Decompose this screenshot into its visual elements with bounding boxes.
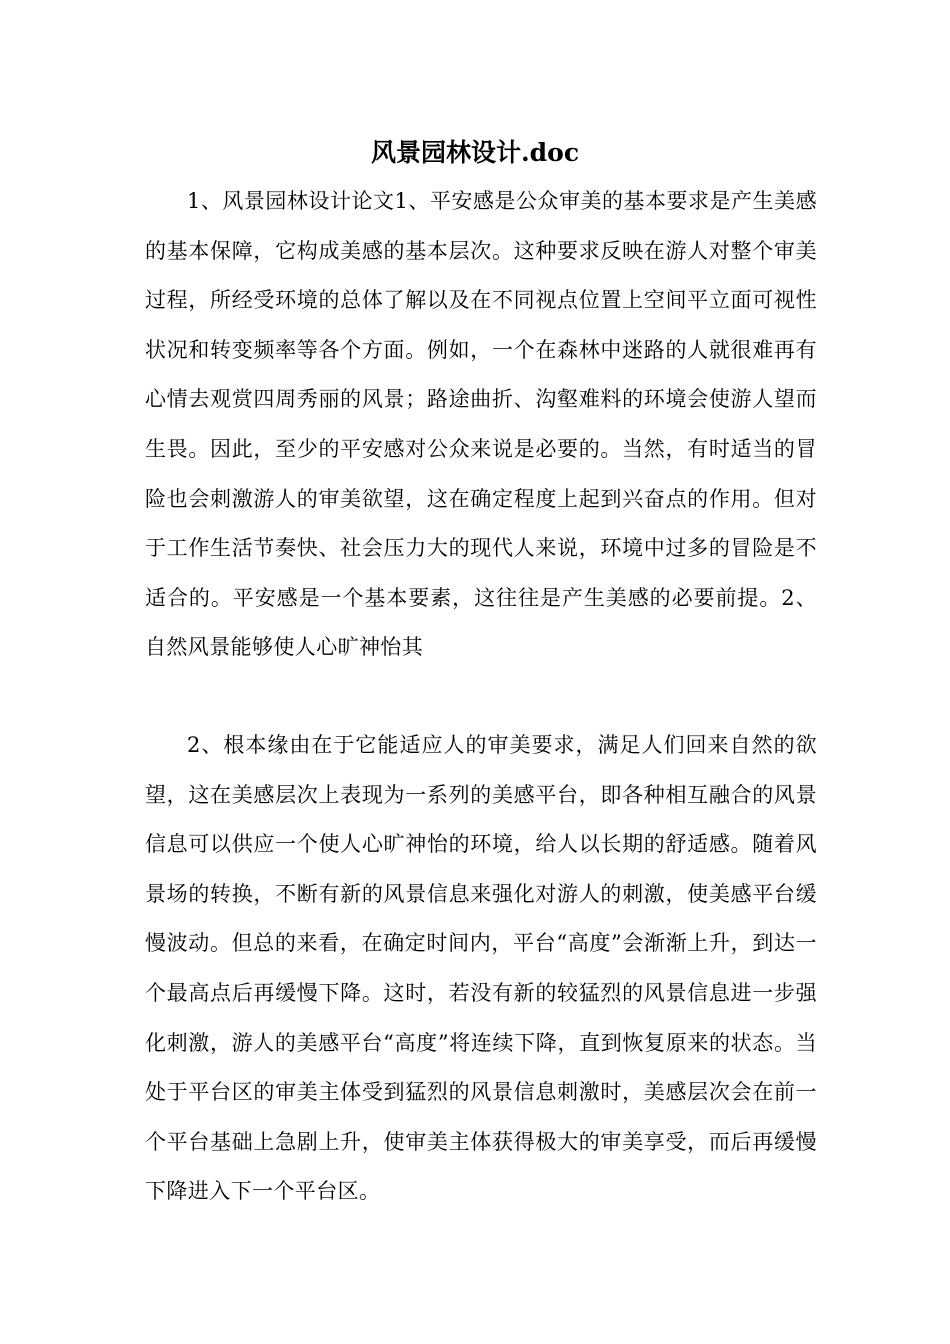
paragraph-2: 2、根本缘由在于它能适应人的审美要求，满足人们回来自然的欲望，这在美感层次上表现为一系列的美感平台，即各种相互融合的风景信息可以供应一个使人心旷神怡的环境，给人以长期的舒适感。随着风景场的转换，不断有新的风景信息来强化对游人的刺激，使美感平台缓慢波动。但总的来看，在确定时间内，平台“高度”会渐渐上升，到达一个最高点后再缓慢下降。这时，若没有新的较猛烈的风景信息进一步强化刺激，游人的美感平台“高度”将连续下降，直到恢复原来的状态。当处于平台区的审美主体受到猛烈的风景信息刺激时，美感层次会在前一个平台基础上急剧上升，使审美主体获得极大的审美享受，而后再缓慢下降进入下一个平台区。 — [145, 733, 817, 1204]
document-title: 风景园林设计.doc — [370, 138, 580, 167]
paragraph-1: 1、风景园林设计论文1、平安感是公众审美的基本要求是产生美感的基本保障，它构成美感的基本层次。这种要求反映在游人对整个审美过程，所经受环境的总体了解以及在不同视点位置上空间平立面可视性状况和转变频率等各个方面。例如，一个在森林中迷路的人就很难再有心情去观赏四周秀丽的风景；路途曲折、沟壑难料的环境会使游人望而生畏。因此，至少的平安感对公众来说是必要的。当然，有时适当的冒险也会刺激游人的审美欲望，这在确定程度上起到兴奋点的作用。但对于工作生活节奏快、社会压力大的现代人来说，环境中过多的冒险是不适合的。平安感是一个基本要素，这往往是产生美感的必要前提。2、自然风景能够使人心旷神怡其 — [145, 189, 817, 660]
